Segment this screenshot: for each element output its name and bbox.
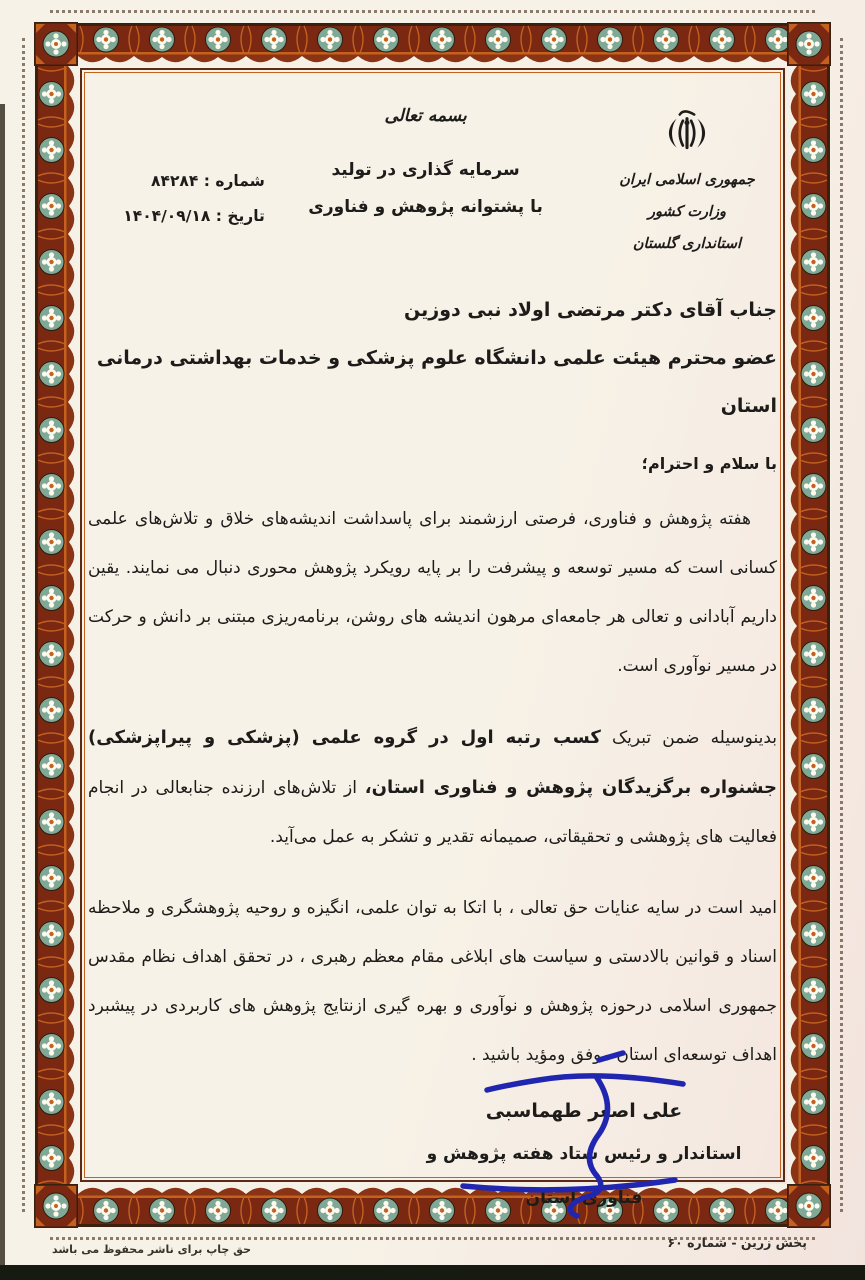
border-ornament-tile — [787, 682, 831, 738]
emblem-caption-line: استانداری گلستان — [632, 236, 742, 252]
border-ornament-tile — [34, 514, 78, 570]
border-ornament-tile — [787, 1074, 831, 1130]
letterhead-emblem-block — [551, 86, 777, 260]
border-ornament-tile — [787, 850, 831, 906]
paragraph-2-award-highlight: کسب رتبه اول در گروه علمی (پزشکی و پیراپزشکی) جشنواره برگزیدگان پژوهش و فناوری استان، — [88, 727, 777, 798]
border-ornament-tile — [787, 626, 831, 682]
border-ornament-tile — [787, 66, 831, 122]
paragraph-2-pre: بدینوسیله ضمن تبریک — [600, 728, 777, 748]
border-ornament-tile — [414, 22, 470, 66]
border-ornament-tile — [34, 962, 78, 1018]
border-ornament-tile — [34, 850, 78, 906]
border-ornament-tile — [34, 962, 78, 1018]
border-ornament-tile — [34, 1130, 78, 1184]
border-ornament-tile — [134, 22, 190, 66]
border-ornament-tile — [34, 738, 78, 794]
bismillah-text: بسمه تعالی — [384, 106, 467, 126]
border-ornament-tile — [787, 738, 831, 794]
border-ornament-tile — [34, 290, 78, 346]
letterhead-number-date-block — [88, 86, 300, 260]
border-ornament-tile — [34, 458, 78, 514]
border-ornament-tile — [787, 962, 831, 1018]
border-ornament-tile — [34, 1018, 78, 1074]
border-ornament-tile — [787, 962, 831, 1018]
outer-dotted-line-right — [840, 38, 843, 1212]
letter-number-label: شماره : — [203, 172, 265, 190]
emblem-caption — [597, 164, 777, 260]
border-ornament-tile — [787, 794, 831, 850]
border-ornament-tile — [34, 906, 78, 962]
outer-dotted-line-top — [50, 10, 815, 13]
copyright-notice: حق چاپ برای ناشر محفوظ می باشد — [52, 1243, 252, 1256]
border-ornament-tile — [246, 22, 302, 66]
border-ornament-tile — [787, 514, 831, 570]
border-ornament-tile — [34, 66, 78, 122]
border-ornament-tile — [787, 234, 831, 290]
border-ornament-tile — [582, 22, 638, 66]
recipient-block — [88, 286, 777, 430]
border-ornament-tile — [358, 22, 414, 66]
border-ornament-tile — [34, 738, 78, 794]
border-ornament-tile — [34, 234, 78, 290]
border-ornament-tile — [34, 570, 78, 626]
slogan-line-2: با پشتوانه پژوهش و فناوری — [308, 197, 543, 217]
border-ornament-tile — [787, 626, 831, 682]
border-ornament-tile — [34, 178, 78, 234]
border-ornament-tile — [470, 22, 526, 66]
border-ornament-tile — [787, 234, 831, 290]
border-ornament-tile — [34, 682, 78, 738]
border-ornament-tile — [34, 66, 78, 122]
border-ornament-tile — [34, 514, 78, 570]
border-ornament-tile — [78, 1184, 134, 1228]
border-ornament-tile — [787, 458, 831, 514]
border-ornament-tile — [34, 1074, 78, 1130]
border-corner-top-right — [787, 22, 831, 66]
border-ornament-tile — [787, 906, 831, 962]
paragraph-2-post: از تلاش‌های ارزنده جنابعالی در انجام فعالیت های پژوهشی و تحقیقاتی، صمیمانه تقدیر و تشکر به عمل می‌آید. — [88, 778, 777, 847]
greeting-line: با سلام و احترام؛ — [641, 454, 777, 473]
border-ornament-tile — [787, 850, 831, 906]
border-corner-bottom-right — [787, 1184, 831, 1228]
letter-date-label: تاریخ : — [215, 207, 265, 225]
letter-content — [88, 76, 777, 1208]
border-ornament-tile — [694, 22, 750, 66]
border-ornament-tile — [787, 122, 831, 178]
border-ornament-tile — [246, 1184, 302, 1228]
border-ornament-tile — [787, 794, 831, 850]
signatory-name: علی اصغر طهماسبی — [485, 1100, 683, 1122]
border-ornament-tile — [34, 402, 78, 458]
border-ornament-tile — [134, 1184, 190, 1228]
body-paragraph-2 — [88, 713, 777, 862]
border-ornament-tile — [638, 22, 694, 66]
letter-number-row — [123, 164, 265, 199]
border-ornament-tile — [787, 122, 831, 178]
border-ornament-tile — [34, 850, 78, 906]
border-ornament-tile — [34, 570, 78, 626]
emblem-caption-line: جمهوری اسلامی ایران — [619, 172, 755, 188]
border-ornament-tile — [787, 66, 831, 122]
photo-edge-bottom — [0, 1265, 865, 1280]
border-ornament-tile — [34, 458, 78, 514]
letterhead-center-block — [300, 86, 551, 260]
border-ornament-tile — [34, 290, 78, 346]
letter-date-value: ۱۴۰۴/۰۹/۱۸ — [123, 207, 211, 225]
border-ornament-tile — [787, 738, 831, 794]
border-ornament-tile — [787, 290, 831, 346]
border-ornament-tile — [787, 402, 831, 458]
border-ornament-tile — [190, 22, 246, 66]
border-ornament-tile — [787, 1074, 831, 1130]
border-ornament-tile — [34, 794, 78, 850]
border-corner-ornament — [787, 22, 831, 66]
border-ornament-tile — [787, 570, 831, 626]
border-ornament-tile — [34, 1018, 78, 1074]
border-ornament-tile — [34, 178, 78, 234]
border-ornament-tile — [750, 22, 787, 66]
border-ornament-tile — [787, 906, 831, 962]
border-ornament-tile — [787, 1130, 831, 1184]
border-ornament-tile — [302, 22, 358, 66]
body-paragraph-3: امید است در سایه عنایات حق تعالی ، با اتکا به توان علمی، انگیزه و روحیه پژوهشگری و ملاحظه اسناد و قوانین بالادستی و سیاست های ابلاغی مقام معظم رهبری ، در تحقق اهداف نظام مقدس جمهوری اسلامی درحوزه پژوهش و نوآوری و بهره گیری ازنتایج پژوهش های کاربردی در پیشبرد اهداف توسعه‌ای استان موفق ومؤید باشید . — [88, 898, 777, 1065]
border-ornament-tile — [787, 346, 831, 402]
border-ornament-tile — [787, 1018, 831, 1074]
letter-date-row — [123, 199, 265, 234]
signature-block — [399, 1090, 769, 1220]
border-corner-top-left — [34, 22, 78, 66]
border-ornament-tile — [34, 1130, 78, 1184]
border-ornament-tile — [787, 570, 831, 626]
border-ornament-tile — [787, 178, 831, 234]
border-ornament-tile — [787, 346, 831, 402]
ornate-border-frame — [34, 22, 831, 1228]
border-ornament-tile — [190, 1184, 246, 1228]
border-corner-ornament — [787, 1184, 831, 1228]
border-ornament-tile — [787, 514, 831, 570]
border-ornament-tile — [34, 626, 78, 682]
recipient-title-line: عضو محترم هیئت علمی دانشگاه علوم پزشکی و خدمات بهداشتی درمانی استان — [96, 347, 777, 417]
recipient-name-line: جناب آقای دکتر مرتضی اولاد نبی دوزین — [404, 299, 777, 321]
letterhead — [88, 86, 777, 260]
border-corner-ornament — [34, 1184, 78, 1228]
border-band-left — [34, 66, 78, 1184]
border-ornament-tile — [34, 234, 78, 290]
border-ornament-tile — [34, 626, 78, 682]
border-ornament-tile — [34, 402, 78, 458]
border-ornament-tile — [787, 1018, 831, 1074]
border-ornament-tile — [34, 122, 78, 178]
slogan-line-1: سرمایه گذاری در تولید — [331, 160, 520, 180]
outer-dotted-line-left — [22, 38, 25, 1212]
border-ornament-tile — [787, 458, 831, 514]
border-ornament-tile — [34, 682, 78, 738]
emblem-caption-line: وزارت کشور — [647, 204, 727, 220]
photo-edge-left — [0, 104, 5, 1265]
border-ornament-tile — [787, 178, 831, 234]
border-ornament-tile — [787, 682, 831, 738]
body-paragraph-1: هفته پژوهش و فناوری، فرصتی ارزشمند برای پاسداشت اندیشه‌های خلاق و تلاش‌های علمی کسانی است که مسیر توسعه و پیشرفت را بر پایه رویکرد پژوهش محوری دنبال می نمایند. یقین داریم آبادانی و تعالی هر جامعه‌ای مرهون اندیشه های روشن، برنامه‌ریزی مبتنی بر دانش و حرکت در مسیر نوآوری است. — [88, 509, 777, 676]
letter-number-value: ۸۴۲۸۴ — [151, 172, 199, 190]
border-ornament-tile — [787, 1130, 831, 1184]
border-ornament-tile — [34, 346, 78, 402]
border-corner-ornament — [34, 22, 78, 66]
border-ornament-tile — [78, 22, 134, 66]
iran-emblem-icon — [656, 100, 718, 162]
border-ornament-tile — [302, 1184, 358, 1228]
border-corner-bottom-left — [34, 1184, 78, 1228]
border-band-top — [78, 22, 787, 66]
border-band-right — [787, 66, 831, 1184]
border-ornament-tile — [34, 794, 78, 850]
border-ornament-tile — [34, 122, 78, 178]
signatory-title: استاندار و رئیس ستاد هفته پژوهش و فناوری استان — [426, 1144, 742, 1208]
publisher-serial-note: پخش زرین - شماره ۶۰ — [667, 1235, 807, 1250]
border-ornament-tile — [34, 1074, 78, 1130]
border-ornament-tile — [787, 290, 831, 346]
border-ornament-tile — [787, 402, 831, 458]
border-ornament-tile — [34, 906, 78, 962]
border-ornament-tile — [526, 22, 582, 66]
border-ornament-tile — [34, 346, 78, 402]
